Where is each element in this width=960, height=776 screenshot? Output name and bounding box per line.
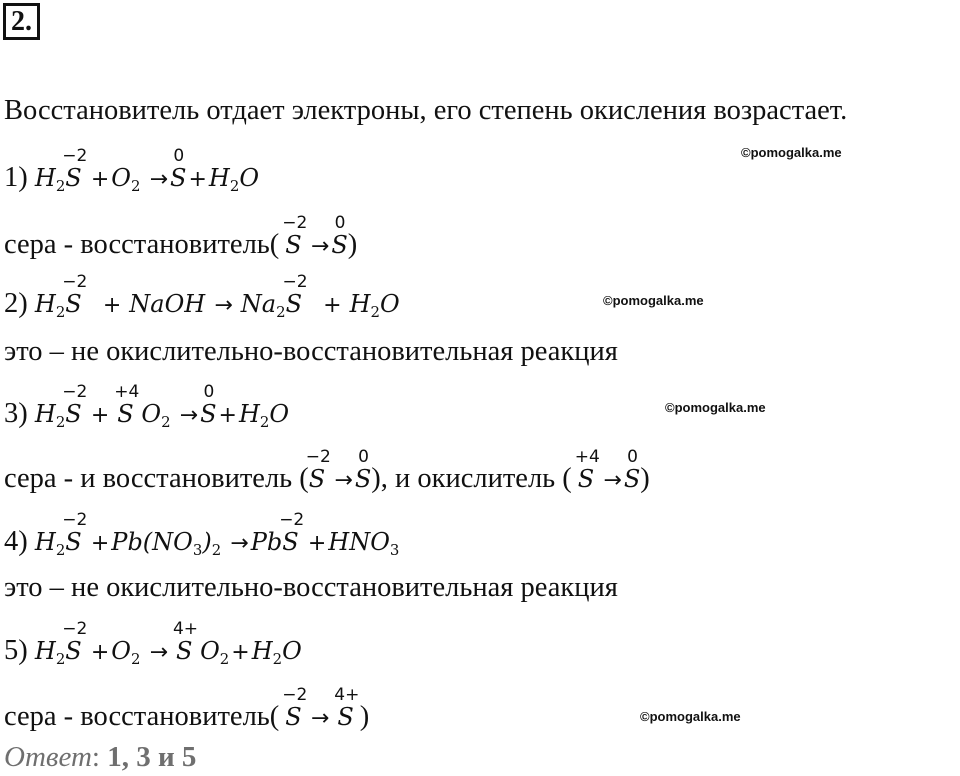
note-text: сера - восстановитель(: [4, 701, 280, 732]
reaction-number: 1): [4, 162, 28, 193]
watermark: ©pomogalka.me: [665, 400, 766, 415]
answer-value: 1, 3 и 5: [107, 741, 197, 773]
reaction-1: 1) $H_2S$ −2 $+O_2 \to S$ 0 $+H_2O$: [4, 146, 259, 195]
oxidation-state: 4+: [334, 685, 360, 705]
oxidation-state: −2: [305, 447, 331, 467]
reaction-3: 3) $H_2S$ −2 + S +4 $O_2 \to S$ 0 $+H_2O$: [4, 382, 290, 431]
oxidation-state: +4: [114, 382, 140, 402]
paren: ): [640, 463, 650, 494]
oxidation-state: −2: [62, 146, 88, 166]
note-4: это – не окислительно-восстановительная реакция: [4, 572, 618, 603]
problem-number: 2.: [3, 3, 40, 40]
watermark: ©pomogalka.me: [741, 145, 842, 160]
oxidation-state: −2: [282, 213, 308, 233]
reaction-number: 2): [4, 288, 28, 319]
oxidation-state: −2: [62, 382, 88, 402]
note-3: сера - и восстановитель (S −2 →S 0 ), и окислитель ( S +4 →S 0 ): [4, 447, 650, 494]
oxidation-state: +4: [574, 447, 600, 467]
reaction-number: 3): [4, 398, 28, 429]
note-text: ), и окислитель (: [371, 463, 572, 494]
oxidation-state: 0: [173, 146, 185, 166]
note-1: сера - восстановитель( S −2 →S 0 ): [4, 213, 358, 260]
note-2: это – не окислительно-восстановительная реакция: [4, 336, 618, 367]
note-text: сера - восстановитель(: [4, 229, 280, 260]
reaction-2: 2) $H_2S$ −2 + NaOH → $Na_2S$ −2 + $H_2O$: [4, 272, 400, 321]
oxidation-state: −2: [62, 510, 88, 530]
oxidation-state: 0: [334, 213, 346, 233]
paren: ): [359, 701, 370, 732]
paren: ): [347, 229, 358, 260]
reaction-number: 5): [4, 635, 28, 666]
oxidation-state: 0: [358, 447, 369, 467]
oxidation-state: 4+: [172, 619, 199, 639]
oxidation-state: 0: [627, 447, 638, 467]
answer: [4, 741, 196, 774]
reaction-number: 4): [4, 526, 28, 557]
watermark: ©pomogalka.me: [640, 709, 741, 724]
watermark: ©pomogalka.me: [603, 293, 704, 308]
reaction-5: 5) $H_2S$ −2 $+O_2 \to S$ 4+ $O_2+H_2O$: [4, 619, 302, 668]
reaction-4: 4) $H_2S$ −2 $+Pb(NO_3)_2 \to PbS$ −2 $+HNO_3$: [4, 510, 400, 559]
oxidation-state: 0: [203, 382, 215, 402]
oxidation-state: −2: [282, 272, 308, 292]
answer-label: Ответ: [4, 741, 92, 773]
answer-colon: :: [91, 741, 108, 773]
note-5: сера - восстановитель( S −2 → S 4+ ): [4, 685, 370, 732]
oxidation-state: −2: [62, 272, 88, 292]
intro-text: Восстановитель отдает электроны, его степень окисления возрастает.: [4, 95, 848, 126]
oxidation-state: −2: [282, 685, 308, 705]
note-text: сера - и восстановитель (: [4, 463, 309, 494]
oxidation-state: −2: [279, 510, 305, 530]
oxidation-state: −2: [62, 619, 88, 639]
